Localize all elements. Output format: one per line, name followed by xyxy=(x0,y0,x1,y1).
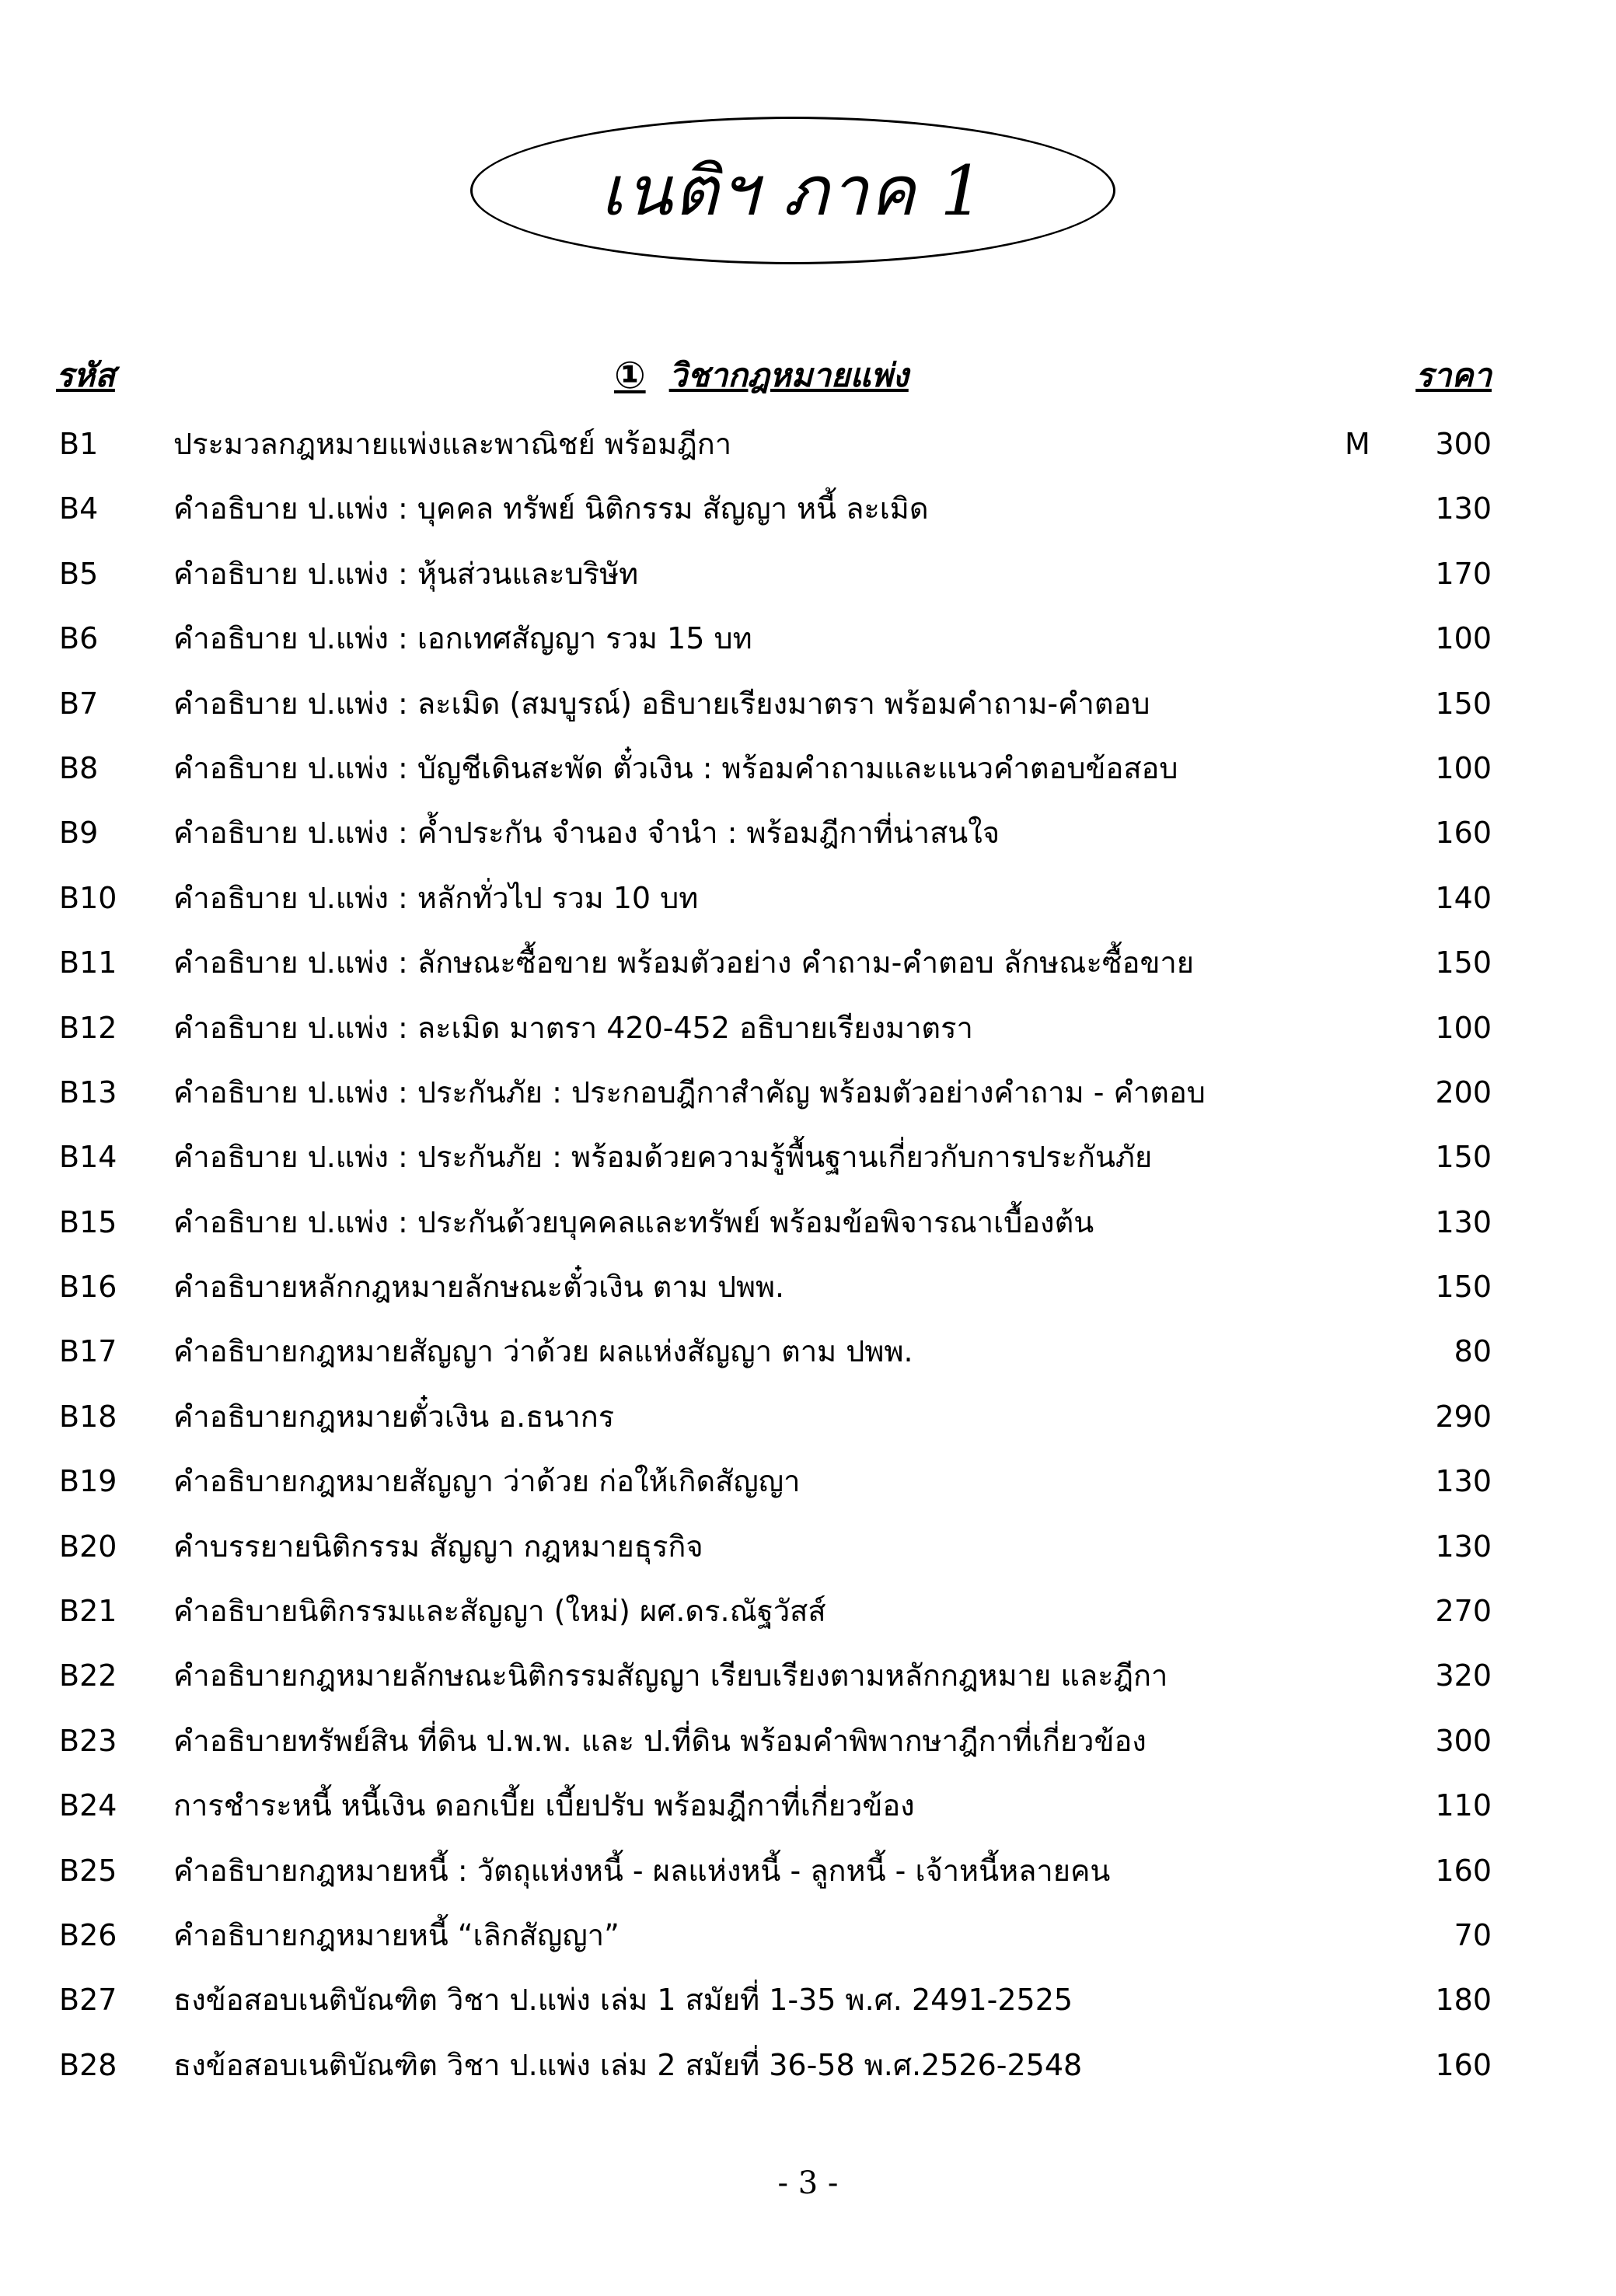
list-item xyxy=(0,1968,1616,2032)
list-item xyxy=(0,996,1616,1061)
list-item xyxy=(0,1579,1616,1644)
item-code: B9 xyxy=(59,816,99,851)
item-price: 160 xyxy=(1435,2047,1492,2082)
item-price: 290 xyxy=(1435,1399,1492,1434)
item-title: คำอธิบาย ป.แพ่ง : บุคคล ทรัพย์ นิติกรรม สัญญา หนี้ ละเมิด xyxy=(173,491,929,526)
item-title: คำอธิบายหลักกฎหมายลักษณะตั๋วเงิน ตาม ปพพ. xyxy=(173,1270,785,1305)
item-title: คำอธิบายทรัพย์สิน ที่ดิน ป.พ.พ. และ ป.ที่ดิน พร้อมคำพิพากษาฎีกาที่เกี่ยวข้อง xyxy=(173,1723,1147,1758)
list-item xyxy=(0,1515,1616,1579)
item-code: B6 xyxy=(59,621,99,656)
list-item xyxy=(0,477,1616,541)
section-heading xyxy=(614,350,909,401)
item-price: 150 xyxy=(1435,945,1492,980)
item-price: 130 xyxy=(1435,491,1492,526)
item-title: คำบรรยายนิติกรรม สัญญา กฎหมายธุรกิจ xyxy=(173,1529,703,1564)
item-title: คำอธิบายกฎหมายลักษณะนิติกรรมสัญญา เรียบเรียงตามหลักกฎหมาย และฎีกา xyxy=(173,1658,1168,1693)
item-title: คำอธิบาย ป.แพ่ง : ประกันภัย : พร้อมด้วยความรู้พื้นฐานเกี่ยวกับการประกันภัย xyxy=(173,1140,1153,1175)
item-title: คำอธิบายกฎหมายหนี้ : วัตถุแห่งหนี้ - ผลแห่งหนี้ - ลูกหนี้ - เจ้าหนี้หลายคน xyxy=(173,1853,1111,1888)
item-price: 180 xyxy=(1435,1983,1492,2018)
item-title: คำอธิบาย ป.แพ่ง : ลักษณะซื้อขาย พร้อมตัวอย่าง คำถาม-คำตอบ ลักษณะซื้อขาย xyxy=(173,945,1195,980)
item-price: 110 xyxy=(1435,1788,1492,1823)
item-code: B23 xyxy=(59,1723,117,1758)
item-price: 150 xyxy=(1435,686,1492,721)
item-code: B7 xyxy=(59,686,99,721)
item-price: 150 xyxy=(1435,1270,1492,1305)
list-item xyxy=(0,736,1616,801)
list-item xyxy=(0,1125,1616,1190)
item-code: B26 xyxy=(59,1917,117,1952)
list-item xyxy=(0,1255,1616,1319)
list-item xyxy=(0,1449,1616,1514)
item-price: 200 xyxy=(1435,1075,1492,1110)
item-title: คำอธิบาย ป.แพ่ง : ประกันภัย : ประกอบฎีกาสำคัญ พร้อมตัวอย่างคำถาม - คำตอบ xyxy=(173,1075,1206,1110)
list-item xyxy=(0,1385,1616,1449)
item-title: คำอธิบาย ป.แพ่ง : ละเมิด (สมบูรณ์) อธิบายเรียงมาตรา พร้อมคำถาม-คำตอบ xyxy=(173,686,1150,721)
item-code: B24 xyxy=(59,1788,117,1823)
list-item xyxy=(0,866,1616,931)
item-price: 140 xyxy=(1435,880,1492,915)
list-item xyxy=(0,672,1616,736)
item-title: ธงข้อสอบเนติบัณฑิต วิชา ป.แพ่ง เล่ม 2 สมัยที่ 36-58 พ.ศ.2526-2548 xyxy=(173,2047,1083,2082)
code-column-header: รหัส xyxy=(56,356,115,394)
item-code: B25 xyxy=(59,1853,117,1888)
item-price: 320 xyxy=(1435,1658,1492,1693)
item-title: คำอธิบายกฎหมายสัญญา ว่าด้วย ผลแห่งสัญญา ตาม ปพพ. xyxy=(173,1334,913,1369)
item-list xyxy=(0,412,1616,2098)
list-item xyxy=(0,1190,1616,1255)
title-oval xyxy=(470,117,1115,264)
item-code: B16 xyxy=(59,1270,117,1305)
item-code: B15 xyxy=(59,1204,117,1239)
item-title: คำอธิบาย ป.แพ่ง : ประกันด้วยบุคคลและทรัพย์ พร้อมข้อพิจารณาเบื้องต้น xyxy=(173,1204,1094,1239)
item-title: คำอธิบาย ป.แพ่ง : บัญชีเดินสะพัด ตั๋วเงิน : พร้อมคำถามและแนวคำตอบข้อสอบ xyxy=(173,750,1178,785)
item-code: B8 xyxy=(59,750,99,785)
item-title: คำอธิบายกฎหมายสัญญา ว่าด้วย ก่อให้เกิดสัญญา xyxy=(173,1464,801,1499)
item-title: คำอธิบายกฎหมายหนี้ “เลิกสัญญา” xyxy=(173,1917,620,1952)
item-code: B11 xyxy=(59,945,117,980)
page-number: - 3 - xyxy=(777,2165,839,2201)
item-price: 130 xyxy=(1435,1529,1492,1564)
price-column-header: ราคา xyxy=(1415,356,1492,394)
item-price: 270 xyxy=(1435,1594,1492,1629)
item-code: B28 xyxy=(59,2047,117,2082)
item-code: B1 xyxy=(59,427,99,461)
item-price: 150 xyxy=(1435,1140,1492,1175)
item-price: 80 xyxy=(1454,1334,1492,1369)
item-price: 100 xyxy=(1435,750,1492,785)
item-code: B12 xyxy=(59,1010,117,1045)
item-title: คำอธิบาย ป.แพ่ง : ละเมิด มาตรา 420-452 อธิบายเรียงมาตรา xyxy=(173,1010,973,1045)
item-price: 130 xyxy=(1435,1464,1492,1499)
list-item xyxy=(0,1644,1616,1708)
item-code: B18 xyxy=(59,1399,117,1434)
item-title: คำอธิบายกฎหมายตั๋วเงิน อ.ธนากร xyxy=(173,1399,615,1434)
item-title: คำอธิบาย ป.แพ่ง : เอกเทศสัญญา รวม 15 บท xyxy=(173,621,752,656)
item-code: B21 xyxy=(59,1594,117,1629)
item-price: 70 xyxy=(1454,1917,1492,1952)
list-item xyxy=(0,931,1616,995)
item-title: ประมวลกฎหมายแพ่งและพาณิชย์ พร้อมฎีกา xyxy=(173,427,732,461)
item-price: 160 xyxy=(1435,1853,1492,1888)
list-item xyxy=(0,2033,1616,2098)
item-code: B14 xyxy=(59,1140,117,1175)
page-title: เนติฯ ภาค 1 xyxy=(600,151,986,231)
item-title: คำอธิบาย ป.แพ่ง : หลักทั่วไป รวม 10 บท xyxy=(173,880,699,915)
item-title: คำอธิบาย ป.แพ่ง : ค้ำประกัน จำนอง จำนำ : พร้อมฎีกาที่น่าสนใจ xyxy=(173,816,1000,851)
list-item xyxy=(0,1061,1616,1125)
item-mark: M xyxy=(1345,427,1370,461)
item-code: B19 xyxy=(59,1464,117,1499)
section-title: วิชากฎหมายแพ่ง xyxy=(668,356,909,394)
item-code: B27 xyxy=(59,1983,117,2018)
item-title: การชำระหนี้ หนี้เงิน ดอกเบี้ย เบี้ยปรับ พร้อมฎีกาที่เกี่ยวข้อง xyxy=(173,1788,915,1823)
item-code: B10 xyxy=(59,880,117,915)
list-item xyxy=(0,801,1616,865)
list-item xyxy=(0,542,1616,606)
item-price: 300 xyxy=(1435,1723,1492,1758)
item-title: คำอธิบาย ป.แพ่ง : หุ้นส่วนและบริษัท xyxy=(173,556,639,591)
list-item xyxy=(0,606,1616,671)
list-item xyxy=(0,1709,1616,1774)
item-title: ธงข้อสอบเนติบัณฑิต วิชา ป.แพ่ง เล่ม 1 สมัยที่ 1-35 พ.ศ. 2491-2525 xyxy=(173,1983,1073,2018)
section-number-icon: ① xyxy=(614,354,646,397)
list-item xyxy=(0,1839,1616,1903)
item-code: B20 xyxy=(59,1529,117,1564)
item-price: 160 xyxy=(1435,816,1492,851)
item-price: 100 xyxy=(1435,621,1492,656)
item-code: B17 xyxy=(59,1334,117,1369)
item-price: 100 xyxy=(1435,1010,1492,1045)
item-code: B22 xyxy=(59,1658,117,1693)
item-price: 130 xyxy=(1435,1204,1492,1239)
list-item xyxy=(0,1903,1616,1968)
item-price: 170 xyxy=(1435,556,1492,591)
item-code: B4 xyxy=(59,491,99,526)
item-code: B13 xyxy=(59,1075,117,1110)
item-price: 300 xyxy=(1435,427,1492,461)
list-item xyxy=(0,1774,1616,1838)
item-title: คำอธิบายนิติกรรมและสัญญา (ใหม่) ผศ.ดร.ณัฐวัสส์ xyxy=(173,1594,826,1629)
item-code: B5 xyxy=(59,556,99,591)
list-item xyxy=(0,412,1616,477)
list-item xyxy=(0,1319,1616,1384)
